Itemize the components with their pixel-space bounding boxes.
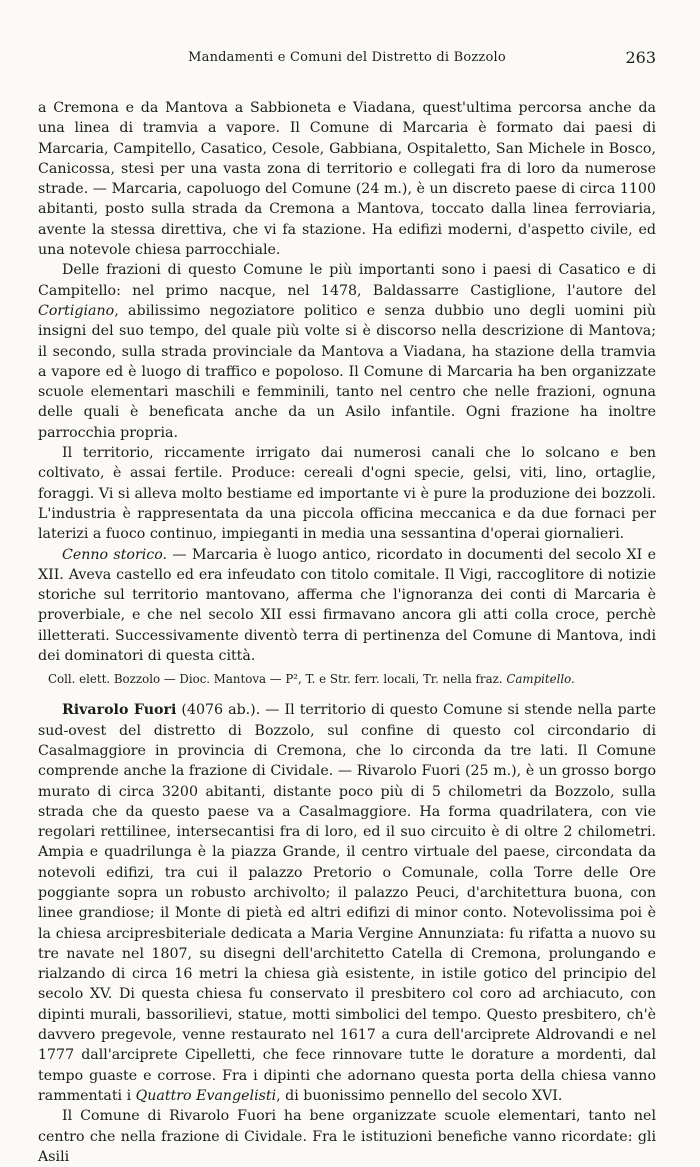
paragraph-cenno-storico <box>38 545 656 667</box>
administrative-note <box>38 670 656 688</box>
administrative-note-italic: Campitello. <box>506 672 575 687</box>
administrative-note-text: Coll. elett. Bozzolo — Dioc. Mantova — P², T. e Str. ferr. locali, Tr. nella fraz. <box>48 672 507 687</box>
paragraph-rivarolo <box>38 700 656 1106</box>
page-header <box>38 50 656 72</box>
rivarolo-text: (4076 ab.). — Il territorio di questo Comune si stende nella parte sud-ovest del distretto di Bozzolo, sul confine di questo col circondario di Casalmaggiore in provincia di Cremona, che lo circonda da tre lati. Il Comune comprende anche la frazione di Cividale. — Rivarolo Fuori (25 m.), è un grosso borgo murato di circa 3200 abitanti, distante poco più di 5 chilometri da Bozzolo, sulla strada che da questo paese va a Casalmaggiore. Ha forma quadrilatera, con vie regolari rettilinee, intersecantisi fra di loro, ed il suo circuito è di oltre 2 chilometri. Ampia e quadrilunga è la piazza Grande, il centro virtuale del paese, circondata da notevoli edifizi, tra cui il palazzo Pretorio o Comunale, colla Torre delle Ore poggiante sopra un robusto archivolto; il palazzo Peuci, d'architettura buona, con linee grandiose; il Monte di pietà ed altri edifizi di minor conto. Notevolissima poi è la chiesa arcipresbiteriale dedicata a Maria Vergine Annunziata: fu rifatta a nuovo su tre navate nel 1807, su disegni dell'architetto Catella di Cremona, prolungando e rialzando di circa 16 metri la chiesa già esistente, in istile gotico del principio del secolo XV. Di questa chiesa fu conservato il presbitero col coro ad archiacuto, con dipinti murali, bassorilievi, statue, motti simbolici del tempo. Questo presbitero, ch'è davvero pregevole, venne restaurato nel 1617 a cura dell'arciprete Aldrovandi e nel 1777 dall'arciprete Cipelletti, che fece rinnovare tutte le dorature a mordenti, dal tempo guaste e corrose. Fra i dipinti che adornano questa porta della chiesa vanno rammentati i <box>38 702 656 1104</box>
paragraph-frazioni <box>38 260 656 443</box>
paragraph-frazioni-italic: Cortigiano <box>38 302 115 319</box>
paragraph-marcaria-intro: a Cremona e da Mantova a Sabbioneta e Viadana, quest'ultima percorsa anche da una linea di tramvia a vapore. Il Comune di Marcaria è formato dai paesi di Marcaria, Campitello, Casatico, Cesole, Gabbiana, Ospitaletto, San Michele in Bosco, Canicossa, stesi per una vasta zona di territorio e collegati fra di loro da numerose strade. — Marcaria, capoluogo del Comune (24 m.), è un discreto paese di circa 1100 abitanti, posto sulla strada da Cremona a Mantova, toccato dalla linea ferroviaria, avente la stessa direttiva, che vi fa stazione. Ha edifizi moderni, d'aspetto civile, ed una notevole chiesa parrocchiale. <box>38 100 656 259</box>
paragraph-rivarolo-scuole: Il Comune di Rivarolo Fuori ha bene organizzate scuole elementari, tanto nel centro che nella frazione di Cividale. Fra le istituzioni benefiche vanno ricordate: gli Asili <box>38 1108 656 1165</box>
section-spacer <box>38 688 656 700</box>
paragraph-frazioni-text-b: , abilissimo negoziatore politico e senza dubbio uno degli uomini più insigni del suo tempo, del quale più volte si è discorso nella descrizione di Mantova; il secondo, sulla strada provinciale da Mantova a Viadana, ha stazione della tramvia a vapore ed è luogo di traffico e popoloso. Il Comune di Marcaria ha ben organizzate scuole elementari maschili e femminili, tanto nel centro che nelle frazioni, ognuna delle quali è beneficata anche da un Asilo infantile. Ogni frazione ha inoltre parrocchia propria. <box>38 302 656 441</box>
rivarolo-heading: Rivarolo Fuori <box>62 702 177 719</box>
rivarolo-text-end: , di buonissimo pennello del secolo XVI. <box>276 1087 563 1104</box>
running-head: Mandamenti e Comuni del Distretto di Bozzolo <box>188 50 506 65</box>
page-number: 263 <box>625 48 656 67</box>
paragraph-territorio: Il territorio, riccamente irrigato dai numerosi canali che lo solcano e ben coltivato, è assai fertile. Produce: cereali d'ogni specie, gelsi, viti, lino, ortaglie, foraggi. Vi si alleva molto bestiame ed importante vi è pure la produzione dei bozzoli. L'industria è rappresentata da una piccola officina meccanica e da due fornaci per laterizi a fuoco continuo, impieganti in media una sessantina d'operai giornalieri. <box>38 445 656 543</box>
paragraph-frazioni-text-a: Delle frazioni di questo Comune le più importanti sono i paesi di Casatico e di Campitello: nel primo nacque, nel 1478, Baldassarre Castiglione, l'autore del <box>38 262 656 299</box>
cenno-storico-text: — Marcaria è luogo antico, ricordato in documenti del secolo XI e XII. Aveva castello ed era infeudato con titolo comitale. Il Vigi, raccoglitore di notizie storiche sul territorio mantovano, afferma che l'ignoranza dei conti di Marcaria è proverbiale, e che nel secolo XII essi firmavano ancora gli atti colla croce, perchè illetterati. Successivamente diventò terra di pertinenza del Comune di Mantova, indi dei dominatori di questa città. <box>38 546 656 665</box>
page-body <box>38 98 656 1167</box>
rivarolo-italic: Quattro Evangelisti <box>135 1087 277 1104</box>
cenno-storico-label: Cenno storico. <box>62 546 168 563</box>
